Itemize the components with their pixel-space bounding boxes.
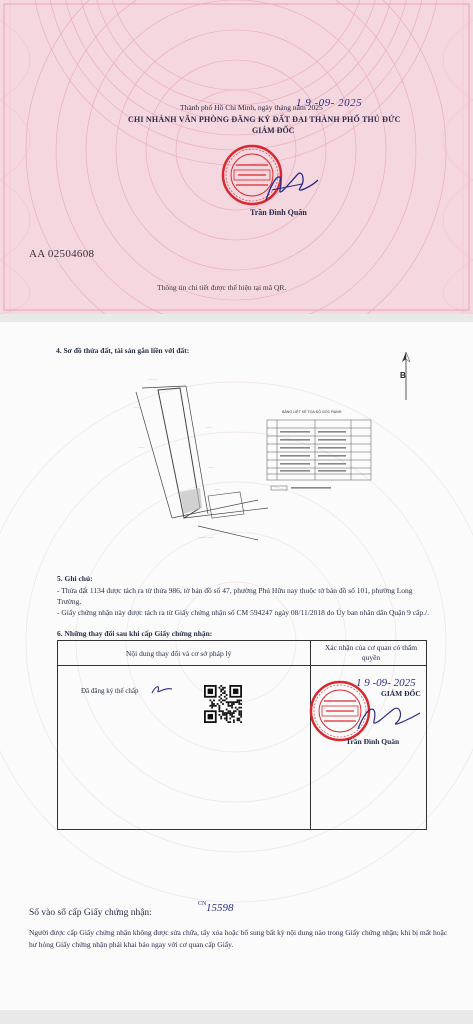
svg-text:……: ……: [208, 465, 215, 469]
certificate-serial: AA 02504608: [29, 248, 95, 260]
qr-code-icon[interactable]: [204, 685, 242, 723]
note-1: - Thửa đất 1134 được tách ra từ thửa 986, tờ bản đồ số 47, phường Phú Hữu nay thuộc tờ bản đồ số 101, phường Long Trường.: [57, 586, 413, 606]
svg-text:……: ……: [138, 445, 145, 449]
legal-footnote: Người được cấp Giấy chứng nhận không được sửa chữa, tẩy xóa hoặc bổ sung bất kỳ nội dung nào trong Giấy chứng nhận; khi bị mất hoặc hư hỏng Giấy chứng nhận phải khai báo ngay với cơ quan cấp Giấy.: [29, 928, 448, 949]
changes-table: [57, 640, 427, 830]
coordinate-table-title: BẢNG LIỆT KÊ TỌA ĐỘ GÓC RANH: [282, 410, 342, 414]
note-2: - Giấy chứng nhận này được tách ra từ Giấy chứng nhận số CM 594247 ngày 08/11/2018 do Ủy ban nhân dân Quận 9 cấp./.: [57, 608, 429, 617]
registry-number-value: 15598: [206, 902, 234, 914]
table-header-content: Nội dung thay đổi và cơ sở pháp lý: [126, 649, 232, 658]
north-arrow-icon: [396, 350, 416, 410]
handwritten-mark-icon: [150, 683, 174, 697]
confirmation-signer: Trần Đình Quân: [346, 737, 400, 746]
signer-name: Trần Đình Quân: [250, 208, 307, 217]
confirmation-role: GIÁM ĐỐC: [381, 689, 421, 698]
svg-text:………: ………: [148, 377, 158, 381]
table-header-confirmation: Xác nhận của cơ quan có thẩm quyền: [324, 643, 418, 662]
coordinate-table: [265, 414, 383, 504]
signature-icon: [262, 160, 322, 210]
confirmation-date-stamp: 1 9 -09- 2025: [356, 677, 416, 689]
mortgage-registration-entry: Đã đăng ký thế chấp: [81, 687, 139, 695]
svg-text:……: ……: [134, 405, 141, 409]
location-date-line: Thành phố Hồ Chí Minh, ngày tháng năm 2025: [180, 103, 323, 112]
land-plot-diagram: [128, 368, 278, 548]
certificate-front-page: [0, 0, 473, 314]
signature-icon: [354, 699, 424, 737]
section-4-title: 4. Sơ đồ thửa đất, tài sản gắn liền với đất:: [56, 346, 190, 355]
svg-text:……: ……: [206, 425, 213, 429]
registry-label: Số vào sổ cấp Giấy chứng nhận:: [29, 908, 152, 918]
section-5-title: 5. Ghi chú:: [57, 574, 93, 583]
issue-date-stamp: 1 9 -09- 2025: [296, 97, 363, 109]
signer-role: GIÁM ĐỐC: [252, 126, 295, 135]
registry-prefix: CN: [198, 901, 207, 907]
issuing-organization: CHI NHÁNH VĂN PHÒNG ĐĂNG KÝ ĐẤT ĐAI THÀNH PHỐ THỦ ĐỨC: [128, 115, 401, 124]
north-label: B: [400, 371, 406, 380]
svg-text:……………: ……………: [198, 535, 214, 539]
certificate-back-page: [0, 322, 473, 1010]
table-header-divider: [58, 665, 426, 666]
qr-info-note: Thông tin chi tiết được thể hiện tại mã QR.: [157, 283, 287, 292]
registry-number: [196, 902, 234, 914]
section-6-title: 6. Những thay đổi sau khi cấp Giấy chứng nhận:: [57, 629, 213, 638]
svg-text:……: ……: [214, 487, 221, 491]
